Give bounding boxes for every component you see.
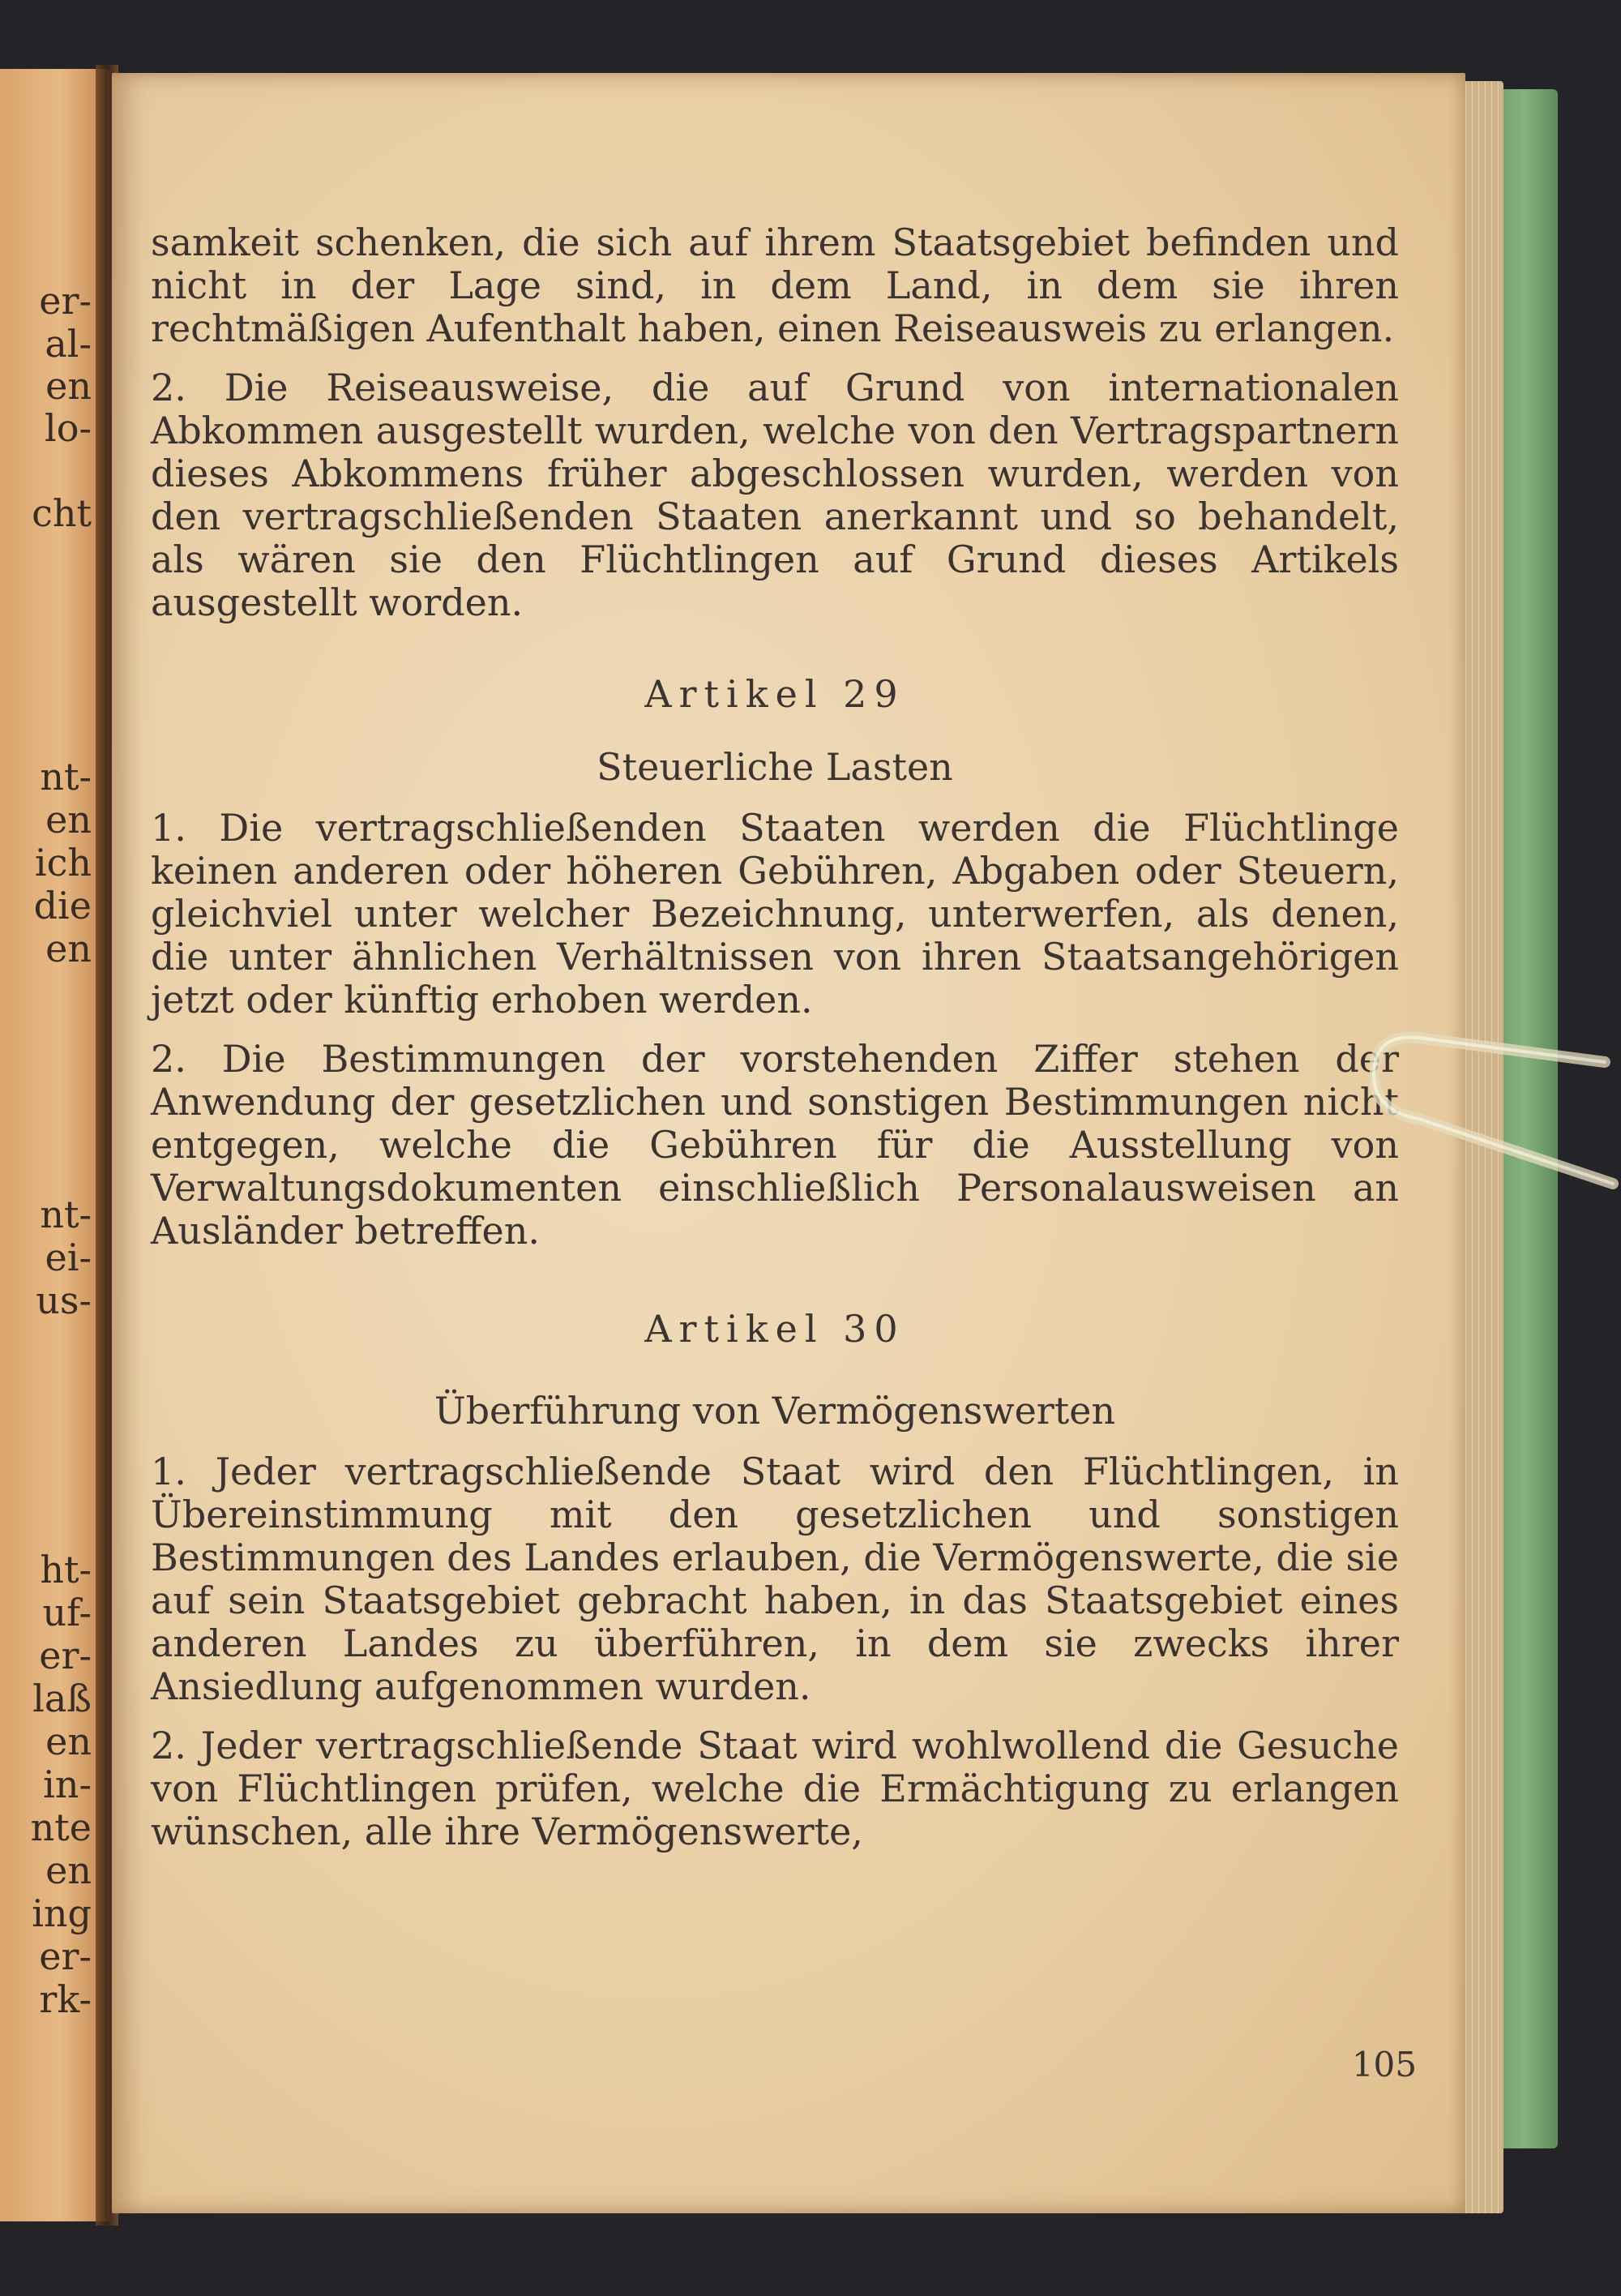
article-29-title: Steuerliche Lasten	[597, 745, 953, 789]
left-fragment: nt-	[40, 1193, 92, 1236]
left-fragment: er-	[39, 279, 92, 323]
paper-clip-icon	[1370, 1030, 1621, 1192]
left-fragment: ht-	[40, 1548, 92, 1591]
left-page	[0, 69, 109, 2221]
left-fragment: in-	[43, 1763, 92, 1806]
paragraph: 2. Die Bestimmungen der vorstehenden Ziffer stehen der Anwendung der gesetzlichen und sonstigen Bestimmungen nicht entgegen, welche die Gebühren für die Ausstellung von Verwaltungsdokumenten einschließlich Personalausweisen an Ausländer betreffen.	[151, 1037, 1399, 1253]
left-fragment: cht	[32, 491, 92, 535]
left-fragment: en	[45, 798, 92, 842]
paragraph: 2. Jeder vertragschließende Staat wird wohlwollend die Gesuche von Flüchtlingen prüfen, welche die Ermächtigung zu erlangen wünschen, alle ihre Vermögenswerte,	[151, 1724, 1399, 1853]
article-29-heading: Artikel 29	[644, 672, 905, 716]
left-fragment: ich	[34, 841, 92, 885]
left-fragment: die	[33, 884, 92, 927]
left-fragment: nte	[30, 1806, 92, 1849]
left-fragment: al-	[45, 322, 92, 366]
left-fragment: ei-	[45, 1236, 92, 1279]
paragraph: 1. Jeder vertragschließende Staat wird den Flüchtlingen, in Übereinstimmung mit den gesetzlichen und sonstigen Bestimmungen des Landes erlauben, die Vermögenswerte, die sie auf sein Staatsgebiet gebracht haben, in das Staatsgebiet eines anderen Landes zu überführen, in dem sie zwecks ihrer Ansiedlung aufgenommen wurden.	[151, 1450, 1399, 1708]
left-fragment: lo-	[45, 406, 92, 450]
left-fragment: rk-	[39, 1977, 92, 2021]
paragraph: 2. Die Reiseausweise, die auf Grund von internationalen Abkommen ausgestellt wurden, welche von den Vertragspartnern dieses Abkommens früher abgeschlossen wurden, werden von den vertragschließenden Staaten anerkannt und so behandelt, als wären sie den Flüchtlingen auf Grund dieses Artikels ausgestellt worden.	[151, 366, 1399, 624]
left-fragment: en	[45, 1848, 92, 1892]
left-fragment: en	[45, 364, 92, 408]
left-fragment: ing	[32, 1891, 92, 1935]
right-page	[112, 73, 1465, 2213]
left-fragment: er-	[39, 1934, 92, 1978]
left-fragment: us-	[36, 1279, 92, 1322]
left-fragment: er-	[39, 1634, 92, 1677]
article-30-title: Überführung von Vermögenswerten	[434, 1389, 1116, 1433]
left-fragment: uf-	[42, 1591, 92, 1634]
paragraph: samkeit schenken, die sich auf ihrem Staatsgebiet befinden und nicht in der Lage sind, in dem Land, in dem sie ihren rechtmäßigen Aufenthalt haben, einen Reiseausweis zu erlangen.	[151, 221, 1399, 350]
page-text	[151, 221, 1399, 1853]
paragraph: 1. Die vertragschließenden Staaten werden die Flüchtlinge keinen anderen oder höheren Gebühren, Abgaben oder Steuern, gleichviel unter welcher Bezeichnung, unterwerfen, als denen, die unter ähnlichen Verhältnissen von ihren Staatsangehörigen jetzt oder künftig erhoben werden.	[151, 806, 1399, 1022]
page-number: 105	[1351, 2045, 1417, 2084]
article-30-heading: Artikel 30	[644, 1307, 905, 1351]
left-fragment: en	[45, 1720, 92, 1763]
left-fragment: laß	[32, 1677, 92, 1720]
left-fragment: en	[45, 927, 92, 970]
left-fragment: nt-	[40, 755, 92, 799]
